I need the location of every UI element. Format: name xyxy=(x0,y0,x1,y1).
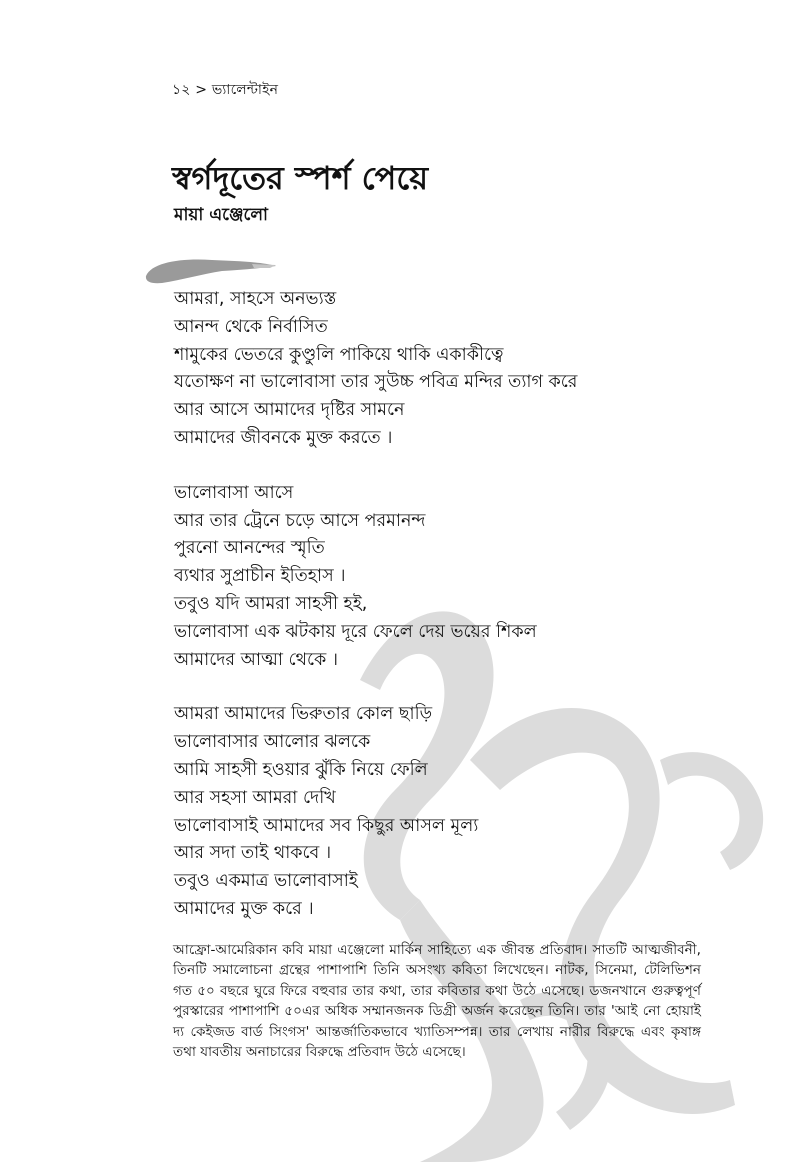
poem-line: ভালোবাসা আসে xyxy=(174,482,294,503)
poem-line: আর আসে আমাদের দৃষ্টির সামনে xyxy=(174,400,405,421)
poem-line: যতোক্ষণ না ভালোবাসা তার সুউচ্চ পবিত্র মন্দির ত্যাগ করে xyxy=(174,372,578,393)
poem-line: আনন্দ থেকে নির্বাসিত xyxy=(174,316,328,337)
stanza xyxy=(174,701,734,923)
stanza xyxy=(174,480,734,675)
poem-line: তবুও যদি আমরা সাহসী হই, xyxy=(174,593,368,614)
poem-line: ভালোবাসাই আমাদের সব কিছুর আসল মূল্য xyxy=(174,815,479,836)
stanza xyxy=(174,286,734,453)
poem-line: আমাদের মুক্ত করে । xyxy=(174,898,314,919)
poem-line: ভালোবাসার আলোর ঝলকে xyxy=(174,732,371,753)
poem-line: ব্যথার সুপ্রাচীন ইতিহাস । xyxy=(174,566,346,587)
poem-title: স্বর্গদূতের স্পর্শ পেয়ে xyxy=(172,159,429,197)
author-bio: আফ্রো-আমেরিকান কবি মায়া এঞ্জেলো মার্কিন সাহিত্যে এক জীবন্ত প্রতিবাদ। সাতটি আত্মজীবনী, তিনটি সমালোচনা গ্রন্থের পাশাপাশি তিনি অসংখ্য কবিতা লিখেছেন। নাটক, সিনেমা, টেলিভিশন গত ৫০ বছরে ঘুরে ফিরে বহুবার তার কথা, তার কবিতার কথা উঠে এসেছে। ডজনখানে গুরুত্বপূর্ণ পুরস্কারের পাশাপাশি ৫০এর অধিক সম্মানজনক ডিগ্রী অর্জন করেছেন তিনি। তার 'আই নো হোয়াই দ্য কেইজড বার্ড সিংগস' আন্তর্জাতিকভাবে খ্যাতিসম্পন্ন। তার লেখায় নারীর বিরুদ্ধে এবং কৃষাঙ্গ তথা যাবতীয় অনাচারের বিরুদ্ধে প্রতিবাদ উঠে এসেছে। xyxy=(173,942,701,1061)
poem-line: শামুকের ভেতরে কুণ্ডুলি পাকিয়ে থাকি একাকীত্বে xyxy=(174,344,504,365)
poem-line: আমাদের আত্মা থেকে । xyxy=(174,649,339,670)
poem-line: আমি সাহসী হওয়ার ঝুঁকি নিয়ে ফেলি xyxy=(174,759,428,780)
brush-stroke-ornament xyxy=(142,252,282,286)
poem-line: পুরনো আনন্দের স্মৃতি xyxy=(174,538,325,559)
poem-line: তবুও একমাত্র ভালোবাসাই xyxy=(174,871,358,892)
running-head: ১২ > ভ্যালেন্টাইন xyxy=(172,82,279,98)
poem-line: আর সহসা আমরা দেখি xyxy=(174,787,336,808)
poem-body xyxy=(174,286,734,951)
poem-line: আমাদের জীবনকে মুক্ত করতে । xyxy=(174,427,393,448)
poem-line: আর তার ট্রেনে চড়ে আসে পরমানন্দ xyxy=(174,510,426,531)
poem-line: আর সদা তাই থাকবে । xyxy=(174,843,332,864)
poem-line: আমরা, সাহসে অনভ্যস্ত xyxy=(174,289,337,309)
poem-author: মায়া এঞ্জেলো xyxy=(174,205,268,225)
poem-line: আমরা আমাদের ভিরুতার কোল ছাড়ি xyxy=(174,704,433,725)
poem-line: ভালোবাসা এক ঝটকায় দূরে ফেলে দেয় ভয়ের শিকল xyxy=(174,621,537,642)
